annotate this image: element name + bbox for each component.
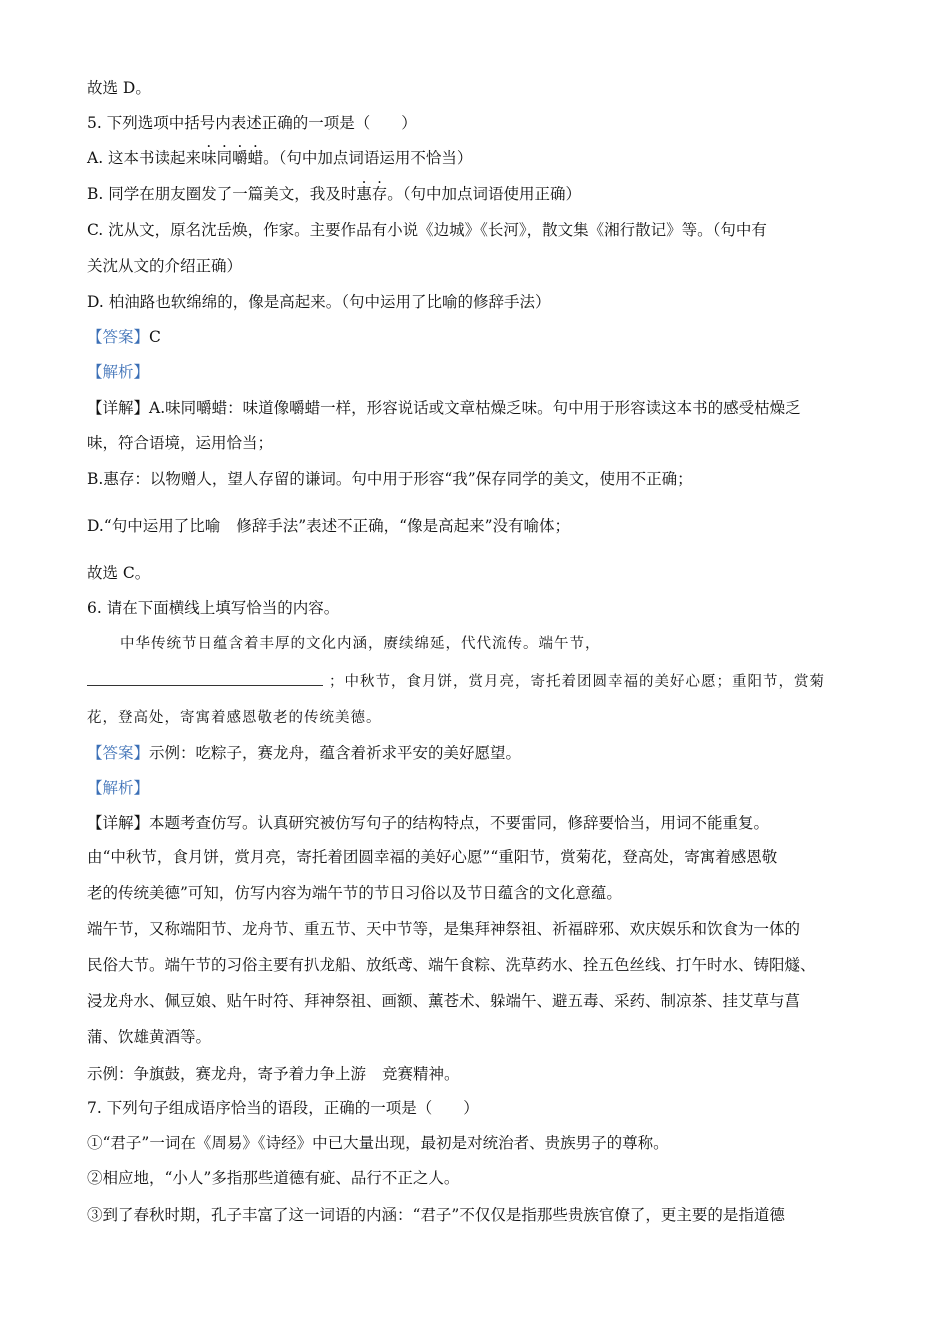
q5-detail-2: 味，符合语境，运用恰当； <box>87 434 274 452</box>
fill-in-blank[interactable] <box>87 671 323 686</box>
dotted-char: 蜡 <box>247 149 264 167</box>
answer-value: 示例：吃粽子，赛龙舟，蕴含着祈求平安的美好愿望。 <box>149 744 522 762</box>
q5-detail-4 <box>87 516 570 536</box>
q5-option-a <box>87 148 472 168</box>
detail-text: 示例：争旗鼓，赛龙舟，寄予着力争上游 <box>87 1065 367 1083</box>
answer-tag: 【答案】 <box>87 328 150 346</box>
q7-stem: 7. 下列句子组成语序恰当的语段，正确的一项是（ ） <box>87 1099 479 1117</box>
q5-option-d: D. 柏油路也软绵绵的，像是高起来。（句中运用了比喻的修辞手法） <box>87 293 551 311</box>
answer-tag: 【答案】 <box>87 744 150 762</box>
q6-stem: 6. 请在下面横线上填写恰当的内容。 <box>87 599 340 617</box>
detail-text: 竞赛精神。 <box>382 1065 460 1083</box>
q6-detail-5: 民俗大节。端午节的习俗主要有扒龙船、放纸鸢、端午食粽、洗草药水、拴五色丝线、打午时水、铸阳燧、 <box>87 956 816 974</box>
q4-conclusion: 故选 D。 <box>87 79 151 97</box>
q5-option-c-line1: C. 沈从文，原名沈岳焕，作家。主要作品有小说《边城》《长河》，散文集《湘行散记》等。（句中有 <box>87 221 767 239</box>
analysis-tag: 【解析】 <box>87 363 150 381</box>
q7-sentence-1: ①“君子”一词在《周易》《诗经》中已大量出现，最初是对统治者、贵族男子的尊称。 <box>87 1134 669 1152</box>
analysis-tag: 【解析】 <box>87 779 150 797</box>
dotted-char: 味 <box>201 149 217 167</box>
q6-detail-4: 端午节，又称端阳节、龙舟节、重五节、天中节等，是集拜神祭祖、祈福辟邪、欢庆娱乐和饮食为一体的 <box>87 920 801 938</box>
detail-text: D.“句中运用了比喻 <box>87 517 221 535</box>
q7-sentence-3: ③到了春秋时期，孔子丰富了这一词语的内涵：“君子”不仅仅是指那些贵族官僚了，更主要的是指道德 <box>87 1206 785 1224</box>
q7-sentence-2: ②相应地，“小人”多指那些道德有疵、品行不正之人。 <box>87 1169 460 1187</box>
q5-detail-1: 【详解】A.味同嚼蜡：味道像嚼蜡一样，形容说话或文章枯燥乏味。句中用于形容读这本书的感受枯燥乏 <box>87 399 801 417</box>
q5-detail-3: B.惠存：以物赠人，望人存留的谦词。句中用于形容“我”保存同学的美文，使用不正确； <box>87 470 693 488</box>
q5-conclusion: 故选 C。 <box>87 564 151 582</box>
dotted-char: 惠 <box>356 185 372 203</box>
q6-passage-3: 花，登高处，寄寓着感恩敬老的传统美德。 <box>87 710 382 726</box>
q5-b-text: B. 同学在朋友圈发了一篇美文，我及时 <box>87 185 357 203</box>
q6-answer <box>87 743 521 763</box>
q6-detail-2: 由“中秋节，食月饼，赏月亮，寄托着团圆幸福的美好心愿”“重阳节，赏菊花，登高处，寄寓着感恩敬 <box>87 848 778 866</box>
answer-value: C <box>149 328 161 346</box>
passage-text: ；中秋节，食月饼，赏月亮，寄托着团圆幸福的美好心愿；重阳节，赏菊 <box>329 674 825 690</box>
q6-detail-6: 浸龙舟水、佩豆娘、贴午时符、拜神祭祖、画额、薰苍术、躲端午、避五毒、采药、制凉茶、挂艾草与菖 <box>87 992 801 1010</box>
q6-detail-7: 蒲、饮雄黄酒等。 <box>87 1028 212 1046</box>
q5-stem: 5. 下列选项中括号内表述正确的一项是（ ） <box>87 114 417 132</box>
q5-answer <box>87 327 161 347</box>
q5-a-text: A. 这本书读起来 <box>87 149 202 167</box>
q6-passage-1: 中华传统节日蕴含着丰厚的文化内涵，赓续绵延，代代流传。端午节， <box>120 636 601 652</box>
q5-a-note: 。（句中加点词语运用不恰当） <box>263 149 473 167</box>
q6-detail-3: 老的传统美德”可知，仿写内容为端午节的节日习俗以及节日蕴含的文化意蕴。 <box>87 884 622 902</box>
q5-b-note: 。（句中加点词语使用正确） <box>387 185 582 203</box>
q5-option-c-line2: 关沈从文的介绍正确） <box>87 257 243 275</box>
dotted-char: 嚼 <box>232 149 248 167</box>
q6-detail-1: 【详解】本题考查仿写。认真研究被仿写句子的结构特点，不要雷同，修辞要恰当，用词不能重复。 <box>87 814 770 832</box>
q5-option-b <box>87 184 581 204</box>
detail-text: 修辞手法”表述不正确，“像是高起来”没有喻体； <box>236 517 571 535</box>
dotted-char: 同 <box>216 149 233 167</box>
dotted-char: 存 <box>371 185 388 203</box>
q6-detail-8 <box>87 1064 460 1084</box>
q6-passage-2 <box>87 671 825 692</box>
